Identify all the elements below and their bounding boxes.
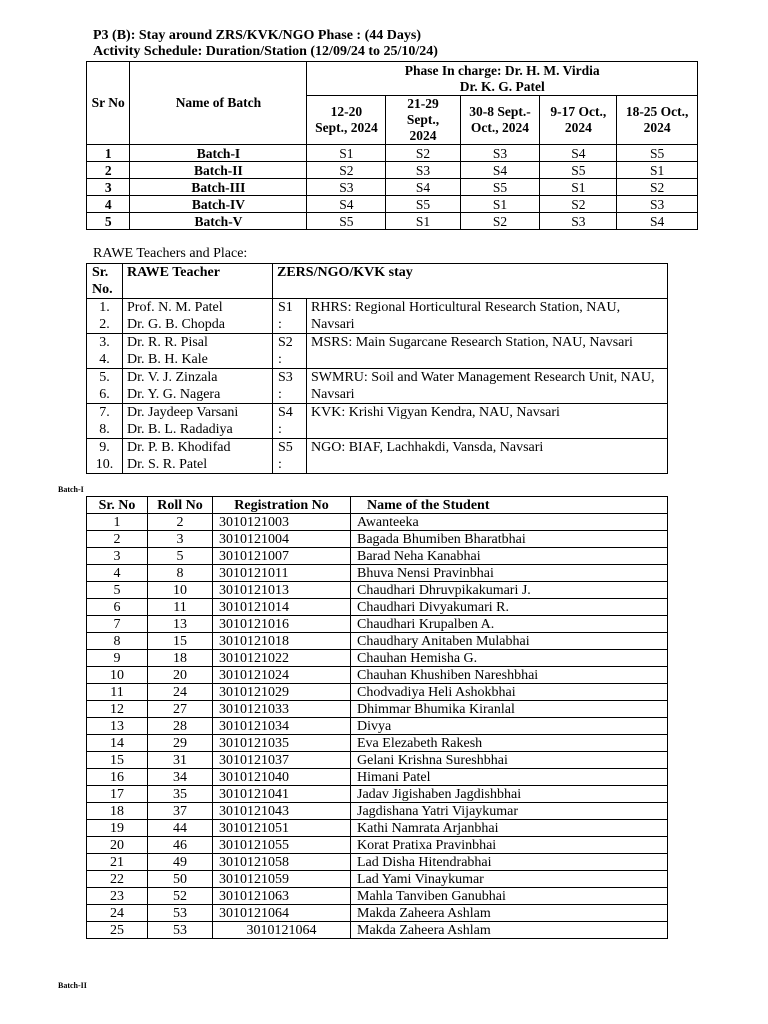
student-sr: 17: [87, 786, 148, 803]
student-registration: 3010121059: [213, 871, 351, 888]
schedule-station: S4: [540, 145, 617, 162]
rawe-teacher-2: Dr. S. R. Patel: [127, 457, 208, 472]
rawe-station-code: [273, 404, 307, 439]
rawe-header-row: [87, 264, 668, 299]
batch1-label: Batch-I: [58, 485, 84, 494]
student-roll: 35: [148, 786, 213, 803]
rawe-sr-1: 7.: [99, 405, 110, 420]
student-sr: 13: [87, 718, 148, 735]
student-registration: 3010121004: [213, 531, 351, 548]
page-subtitle: Activity Schedule: Duration/Station (12/09/24 to 25/10/24): [93, 44, 438, 59]
student-row: [87, 837, 668, 854]
student-registration: 3010121014: [213, 599, 351, 616]
schedule-sr: 2: [87, 162, 130, 179]
student-sr: 8: [87, 633, 148, 650]
rawe-station-code-text: S1 :: [278, 300, 293, 332]
student-name: Makda Zaheera Ashlam: [351, 922, 668, 939]
rawe-teacher-1: Dr. V. J. Zinzala: [127, 370, 218, 385]
rawe-station-code-text: S2 :: [278, 335, 293, 367]
period-header: 18-25 Oct., 2024: [617, 96, 698, 145]
rawe-teachers: [123, 404, 273, 439]
student-registration: 3010121022: [213, 650, 351, 667]
student-row: [87, 854, 668, 871]
student-sr: 15: [87, 752, 148, 769]
student-row: [87, 582, 668, 599]
rawe-row: [87, 404, 668, 439]
rawe-place: MSRS: Main Sugarcane Research Station, NAU, Navsari: [307, 334, 668, 369]
student-sr: 2: [87, 531, 148, 548]
col-sr-header: Sr No: [87, 62, 130, 145]
student-roll: 13: [148, 616, 213, 633]
rawe-row: [87, 369, 668, 404]
schedule-station: S3: [386, 162, 460, 179]
schedule-station: S5: [307, 213, 386, 230]
rawe-place: NGO: BIAF, Lachhakdi, Vansda, Navsari: [307, 439, 668, 474]
student-registration: 3010121055: [213, 837, 351, 854]
student-row: [87, 565, 668, 582]
student-row: [87, 786, 668, 803]
student-row: [87, 548, 668, 565]
schedule-station: S1: [540, 179, 617, 196]
schedule-row: [87, 162, 698, 179]
student-name: Jadav Jigishaben Jagdishbhai: [351, 786, 668, 803]
schedule-sr: 1: [87, 145, 130, 162]
student-registration: 3010121003: [213, 514, 351, 531]
student-registration: 3010121051: [213, 820, 351, 837]
student-roll: 3: [148, 531, 213, 548]
student-name: Chauhan Khushiben Nareshbhai: [351, 667, 668, 684]
student-roll: 37: [148, 803, 213, 820]
rawe-title: RAWE Teachers and Place:: [93, 246, 248, 261]
rawe-row: [87, 299, 668, 334]
student-row: [87, 820, 668, 837]
schedule-batch: Batch-II: [130, 162, 307, 179]
student-row: [87, 701, 668, 718]
student-registration: 3010121013: [213, 582, 351, 599]
student-roll: 34: [148, 769, 213, 786]
student-registration: 3010121037: [213, 752, 351, 769]
rawe-col-sr: Sr. No.: [87, 264, 123, 299]
student-sr: 7: [87, 616, 148, 633]
student-row: [87, 718, 668, 735]
rawe-teacher-2: Dr. B. H. Kale: [127, 352, 208, 367]
schedule-row: [87, 145, 698, 162]
student-registration: 3010121007: [213, 548, 351, 565]
phase-incharge: [307, 62, 698, 96]
student-row: [87, 633, 668, 650]
rawe-station-code-text: S5 :: [278, 440, 293, 472]
student-sr: 16: [87, 769, 148, 786]
student-registration: 3010121018: [213, 633, 351, 650]
student-sr: 11: [87, 684, 148, 701]
rawe-col-stay: ZERS/NGO/KVK stay: [273, 264, 668, 299]
student-name: Awanteeka: [351, 514, 668, 531]
rawe-teacher-2: Dr. B. L. Radadiya: [127, 422, 233, 437]
student-sr: 23: [87, 888, 148, 905]
student-registration: 3010121040: [213, 769, 351, 786]
student-name: Eva Elezabeth Rakesh: [351, 735, 668, 752]
student-name: Barad Neha Kanabhai: [351, 548, 668, 565]
rawe-sr-1: 3.: [99, 335, 110, 350]
student-row: [87, 531, 668, 548]
schedule-station: S3: [617, 196, 698, 213]
rawe-sr-1: 9.: [99, 440, 110, 455]
schedule-station: S1: [307, 145, 386, 162]
student-name: Chaudhari Krupalben A.: [351, 616, 668, 633]
student-row: [87, 769, 668, 786]
student-roll: 5: [148, 548, 213, 565]
student-sr: 12: [87, 701, 148, 718]
student-name: Lad Yami Vinaykumar: [351, 871, 668, 888]
student-roll: 20: [148, 667, 213, 684]
rawe-place: RHRS: Regional Horticultural Research Station, NAU, Navsari: [307, 299, 668, 334]
student-name: Lad Disha Hitendrabhai: [351, 854, 668, 871]
schedule-station: S4: [460, 162, 540, 179]
rawe-sr: [87, 299, 123, 334]
schedule-station: S4: [307, 196, 386, 213]
student-registration: 3010121064: [213, 905, 351, 922]
schedule-row: [87, 213, 698, 230]
student-sr: 10: [87, 667, 148, 684]
schedule-station: S1: [617, 162, 698, 179]
col-registration-no: Registration No: [213, 497, 351, 514]
rawe-teacher-2: Dr. G. B. Chopda: [127, 317, 225, 332]
rawe-sr-2: 4.: [99, 352, 110, 367]
schedule-station: S5: [617, 145, 698, 162]
rawe-station-code-text: S4 :: [278, 405, 293, 437]
schedule-station: S4: [617, 213, 698, 230]
student-sr: 18: [87, 803, 148, 820]
student-row: [87, 752, 668, 769]
student-roll: 49: [148, 854, 213, 871]
student-row: [87, 616, 668, 633]
rawe-place: SWMRU: Soil and Water Management Research Unit, NAU, Navsari: [307, 369, 668, 404]
period-header: 21-29 Sept., 2024: [386, 96, 460, 145]
student-registration: 3010121035: [213, 735, 351, 752]
period-header: 9-17 Oct., 2024: [540, 96, 617, 145]
rawe-col-teacher: RAWE Teacher: [123, 264, 273, 299]
rawe-teacher-1: Dr. R. R. Pisal: [127, 335, 208, 350]
student-name: Divya: [351, 718, 668, 735]
student-name: Kathi Namrata Arjanbhai: [351, 820, 668, 837]
schedule-station: S4: [386, 179, 460, 196]
schedule-table: [86, 61, 698, 230]
student-roll: 28: [148, 718, 213, 735]
student-roll: 50: [148, 871, 213, 888]
student-registration: 3010121043: [213, 803, 351, 820]
rawe-sr: [87, 439, 123, 474]
rawe-sr-2: 8.: [99, 422, 110, 437]
phase-incharge-line1: Phase In charge: Dr. H. M. Virdia: [404, 62, 600, 78]
student-name: Mahla Tanviben Ganubhai: [351, 888, 668, 905]
student-registration: 3010121016: [213, 616, 351, 633]
student-sr: 22: [87, 871, 148, 888]
student-row: [87, 922, 668, 939]
student-name: Bagada Bhumiben Bharatbhai: [351, 531, 668, 548]
col-sr-no: Sr. No: [87, 497, 148, 514]
schedule-station: S1: [460, 196, 540, 213]
student-registration: 3010121034: [213, 718, 351, 735]
student-row: [87, 905, 668, 922]
rawe-row: [87, 439, 668, 474]
rawe-station-code: [273, 439, 307, 474]
student-roll: 18: [148, 650, 213, 667]
rawe-station-code: [273, 334, 307, 369]
schedule-station: S5: [540, 162, 617, 179]
rawe-teachers: [123, 299, 273, 334]
student-name: Chauhan Hemisha G.: [351, 650, 668, 667]
student-row: [87, 667, 668, 684]
col-student-name: Name of the Student: [351, 497, 668, 514]
rawe-sr-1: 1.: [99, 300, 110, 315]
student-roll: 24: [148, 684, 213, 701]
rawe-teachers: [123, 439, 273, 474]
rawe-sr-2: 2.: [99, 317, 110, 332]
student-sr: 9: [87, 650, 148, 667]
rawe-sr: [87, 334, 123, 369]
schedule-station: S2: [540, 196, 617, 213]
schedule-station: S3: [460, 145, 540, 162]
student-sr: 25: [87, 922, 148, 939]
rawe-teacher-1: Prof. N. M. Patel: [127, 300, 223, 315]
student-sr: 5: [87, 582, 148, 599]
student-registration: 3010121024: [213, 667, 351, 684]
col-roll-no: Roll No: [148, 497, 213, 514]
student-registration: 3010121033: [213, 701, 351, 718]
student-sr: 19: [87, 820, 148, 837]
student-name: Dhimmar Bhumika Kiranlal: [351, 701, 668, 718]
student-row: [87, 803, 668, 820]
period-header: 12-20 Sept., 2024: [307, 96, 386, 145]
student-roll: 29: [148, 735, 213, 752]
student-header-row: [87, 497, 668, 514]
schedule-station: S2: [307, 162, 386, 179]
student-roll: 10: [148, 582, 213, 599]
batch2-label: Batch-II: [58, 981, 87, 990]
student-name: Bhuva Nensi Pravinbhai: [351, 565, 668, 582]
schedule-batch: Batch-IV: [130, 196, 307, 213]
phase-incharge-line2: Dr. K. G. Patel: [459, 78, 545, 94]
schedule-batch: Batch-V: [130, 213, 307, 230]
col-batch-header: Name of Batch: [130, 62, 307, 145]
student-name: Korat Pratixa Pravinbhai: [351, 837, 668, 854]
student-roll: 31: [148, 752, 213, 769]
student-roll: 44: [148, 820, 213, 837]
student-sr: 4: [87, 565, 148, 582]
schedule-sr: 5: [87, 213, 130, 230]
student-roll: 8: [148, 565, 213, 582]
student-name: Himani Patel: [351, 769, 668, 786]
rawe-teacher-2: Dr. Y. G. Nagera: [127, 387, 221, 402]
page-title: P3 (B): Stay around ZRS/KVK/NGO Phase : (44 Days): [93, 28, 421, 43]
rawe-sr: [87, 404, 123, 439]
student-table: [86, 496, 668, 939]
student-name: Makda Zaheera Ashlam: [351, 905, 668, 922]
rawe-teachers: [123, 334, 273, 369]
rawe-station-code-text: S3 :: [278, 370, 293, 402]
student-roll: 53: [148, 905, 213, 922]
student-registration: 3010121041: [213, 786, 351, 803]
student-name: Jagdishana Yatri Vijaykumar: [351, 803, 668, 820]
student-roll: 27: [148, 701, 213, 718]
schedule-batch: Batch-I: [130, 145, 307, 162]
student-row: [87, 735, 668, 752]
student-name: Chaudhari Dhruvpikakumari J.: [351, 582, 668, 599]
student-registration: 3010121064: [213, 922, 351, 939]
rawe-sr-1: 5.: [99, 370, 110, 385]
schedule-row: [87, 179, 698, 196]
rawe-table: [86, 263, 668, 474]
student-name: Chaudhari Divyakumari R.: [351, 599, 668, 616]
schedule-station: S3: [307, 179, 386, 196]
student-roll: 15: [148, 633, 213, 650]
student-row: [87, 599, 668, 616]
schedule-station: S2: [460, 213, 540, 230]
rawe-teacher-1: Dr. Jaydeep Varsani: [127, 405, 239, 420]
student-row: [87, 650, 668, 667]
student-sr: 24: [87, 905, 148, 922]
schedule-station: S3: [540, 213, 617, 230]
student-roll: 46: [148, 837, 213, 854]
student-sr: 14: [87, 735, 148, 752]
schedule-station: S5: [386, 196, 460, 213]
schedule-row: [87, 196, 698, 213]
rawe-sr-2: 6.: [99, 387, 110, 402]
student-roll: 11: [148, 599, 213, 616]
rawe-row: [87, 334, 668, 369]
student-row: [87, 684, 668, 701]
student-row: [87, 888, 668, 905]
student-roll: 53: [148, 922, 213, 939]
student-registration: 3010121063: [213, 888, 351, 905]
student-row: [87, 871, 668, 888]
period-header: 30-8 Sept.- Oct., 2024: [460, 96, 540, 145]
student-registration: 3010121011: [213, 565, 351, 582]
schedule-station: S2: [386, 145, 460, 162]
rawe-place: KVK: Krishi Vigyan Kendra, NAU, Navsari: [307, 404, 668, 439]
student-roll: 2: [148, 514, 213, 531]
rawe-station-code: [273, 369, 307, 404]
student-sr: 3: [87, 548, 148, 565]
schedule-batch: Batch-III: [130, 179, 307, 196]
schedule-sr: 3: [87, 179, 130, 196]
rawe-teacher-1: Dr. P. B. Khodifad: [127, 440, 231, 455]
schedule-sr: 4: [87, 196, 130, 213]
student-name: Chaudhary Anitaben Mulabhai: [351, 633, 668, 650]
schedule-station: S1: [386, 213, 460, 230]
schedule-station: S2: [617, 179, 698, 196]
rawe-sr: [87, 369, 123, 404]
student-registration: 3010121058: [213, 854, 351, 871]
student-sr: 6: [87, 599, 148, 616]
student-name: Chodvadiya Heli Ashokbhai: [351, 684, 668, 701]
rawe-sr-2: 10.: [95, 457, 114, 472]
student-sr: 21: [87, 854, 148, 871]
student-registration: 3010121029: [213, 684, 351, 701]
student-row: [87, 514, 668, 531]
rawe-teachers: [123, 369, 273, 404]
student-roll: 52: [148, 888, 213, 905]
rawe-station-code: [273, 299, 307, 334]
schedule-station: S5: [460, 179, 540, 196]
student-sr: 1: [87, 514, 148, 531]
student-sr: 20: [87, 837, 148, 854]
student-name: Gelani Krishna Sureshbhai: [351, 752, 668, 769]
